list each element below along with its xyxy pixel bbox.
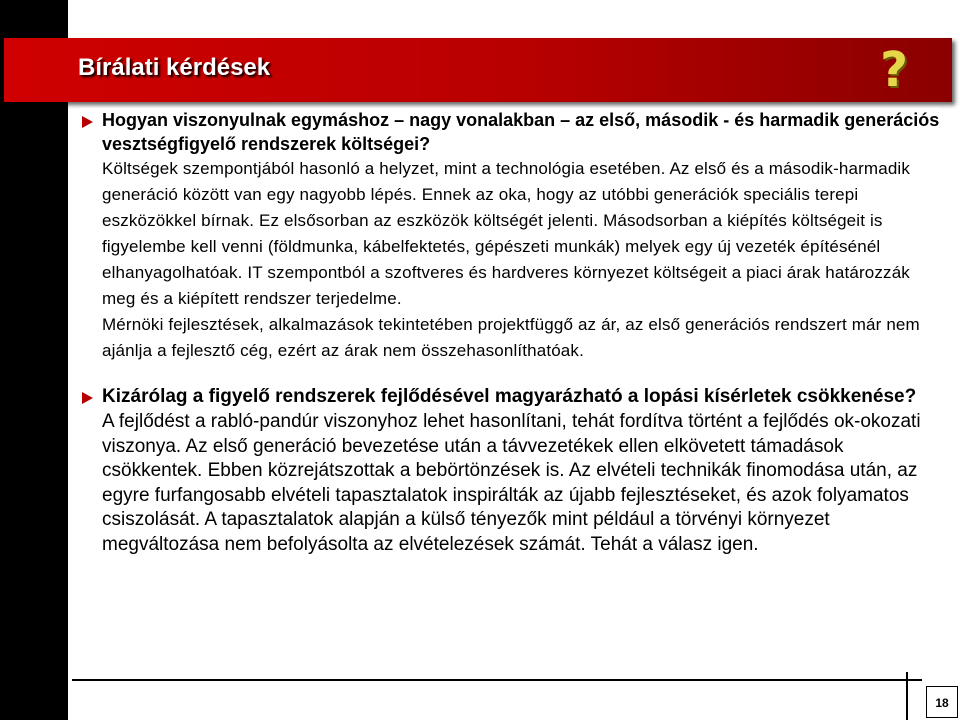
page-number: 18 — [935, 696, 949, 710]
left-decorative-strip — [0, 0, 68, 720]
answer-text: A fejlődést a rabló-pandúr viszonyhoz lehet hasonlítani, tehát fordítva történt a fejlődés ok-okozati viszonya. Az első generáció bevezetése után a távvezetékek ellen elkövetett támadások csökkentek. Ebben közrejátszottak a bebörtönzések is. Az elvételi technikák finomodása után, az egyre furfangosabb elvételi tapasztalatok inspirálták az újabb fejlesztéseket, és azok folyamatos csiszolását. A tapasztalatok alapján a külső tényezők mint például a törvényi környezet megváltozása nem befolyásolta az elvételezések számát. Tehát a válasz igen. — [102, 411, 921, 555]
qa-item-2 — [80, 384, 940, 557]
page-number-box — [926, 686, 958, 718]
answer-text: Költségek szempontjából hasonló a helyzet, mint a technológia esetében. Az első és a második-harmadik generáció között van egy nagyobb lépés. Ennek az oka, hogy az utóbbi generációk speciális terepi eszközökkel bírnak. Ez elsősorban az eszközök költségét jelenti. Másodsorban a kiépítés költségeit is figyelembe kell venni (földmunka, kábelfektetés, gépészeti munkák) melyek egy új vezeték építésénél elhanyagolhatóak. IT szempontból a szoftveres és hardveres környezet költségeit a piaci árak határozzák meg és a kiépített rendszer terjedelme. — [102, 159, 910, 308]
slide-title: Bírálati kérdések — [78, 54, 271, 81]
question-text: Hogyan viszonyulnak egymáshoz – nagy vonalakban – az első, második - és harmadik generációs vesztségfigyelő rendszerek költségei? — [102, 110, 940, 154]
answer-text-extra: Mérnöki fejlesztések, alkalmazások tekintetében projektfüggő az ár, az első generációs rendszert már nem ajánlja a fejlesztő cég, ezért az árak nem összehasonlíthatóak. — [102, 315, 920, 360]
footer-separator — [906, 672, 908, 720]
question-mark-icon: ? — [880, 42, 908, 98]
qa-item-1 — [80, 108, 940, 364]
bullet-triangle-icon — [82, 392, 93, 404]
bullet-triangle-icon — [82, 116, 93, 128]
question-text: Kizárólag a figyelő rendszerek fejlődésével magyarázható a lopási kísérletek csökkenése? — [102, 386, 917, 407]
footer-divider — [72, 679, 922, 681]
title-bar — [4, 38, 952, 102]
slide-content — [80, 108, 940, 668]
